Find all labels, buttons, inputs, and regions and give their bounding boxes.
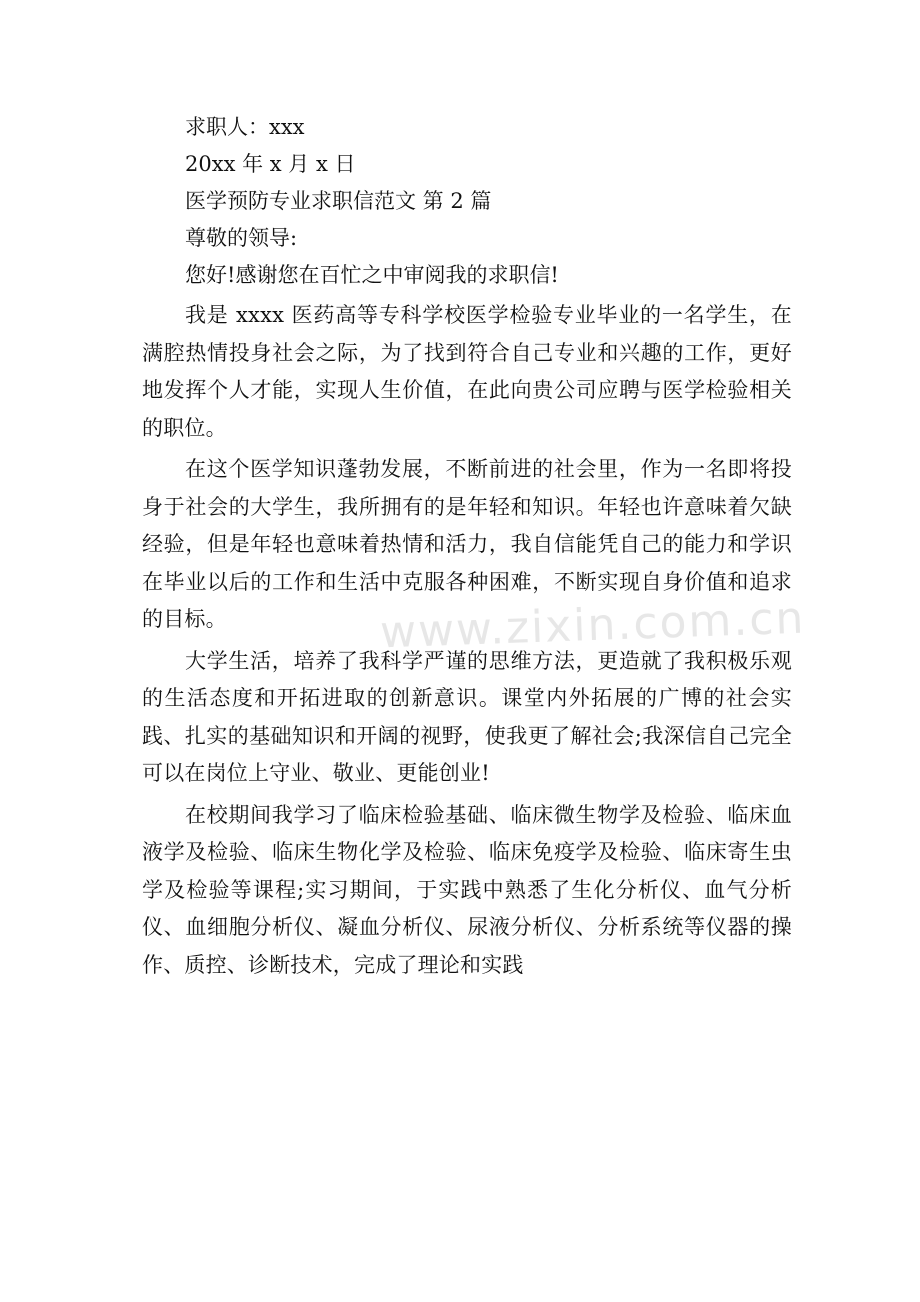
- salutation: 尊敬的领导:: [185, 226, 298, 250]
- greeting: 您好!感谢您在百忙之中审阅我的求职信!: [185, 263, 559, 287]
- paragraph-university-life: 大学生活，培养了我科学严谨的思维方法，更造就了我积极乐观的生活态度和开拓进取的创新意识。课堂内外拓展的广博的社会实践、扎实的基础知识和开阔的视野，使我更了解社会;我深信自己完全可以在岗位上守业、敬业、更能创业!: [142, 648, 792, 785]
- document-page: [142, 110, 792, 984]
- paragraph-intro: 我是 xxxx 医药高等专科学校医学检验专业毕业的一名学生，在满腔热情投身社会之际，为了找到符合自己专业和兴趣的工作，更好地发挥个人才能，实现人生价值，在此向贵公司应聘与医学检验相关的职位。: [142, 303, 792, 440]
- article-title: 医学预防专业求职信范文 第 2 篇: [185, 189, 492, 213]
- paragraph-youth: 在这个医学知识蓬勃发展，不断前进的社会里，作为一名即将投身于社会的大学生，我所拥有的是年轻和知识。年轻也许意味着欠缺经验，但是年轻也意味着热情和活力，我自信能凭自己的能力和学识在毕业以后的工作和生活中克服各种困难，不断实现自身价值和追求的目标。: [142, 457, 792, 631]
- applicant-line: 求职人：xxx: [185, 115, 305, 139]
- watermark: www.zixin.com.cn: [379, 592, 807, 659]
- date-line: 20xx 年 x 月 x 日: [185, 152, 356, 176]
- paragraph-courses: 在校期间我学习了临床检验基础、临床微生物学及检验、临床血液学及检验、临床生物化学及检验、临床免疫学及检验、临床寄生虫学及检验等课程;实习期间，于实践中熟悉了生化分析仪、血气分析仪、血细胞分析仪、凝血分析仪、尿液分析仪、分析系统等仪器的操作、质控、诊断技术，完成了理论和实践: [142, 802, 792, 977]
